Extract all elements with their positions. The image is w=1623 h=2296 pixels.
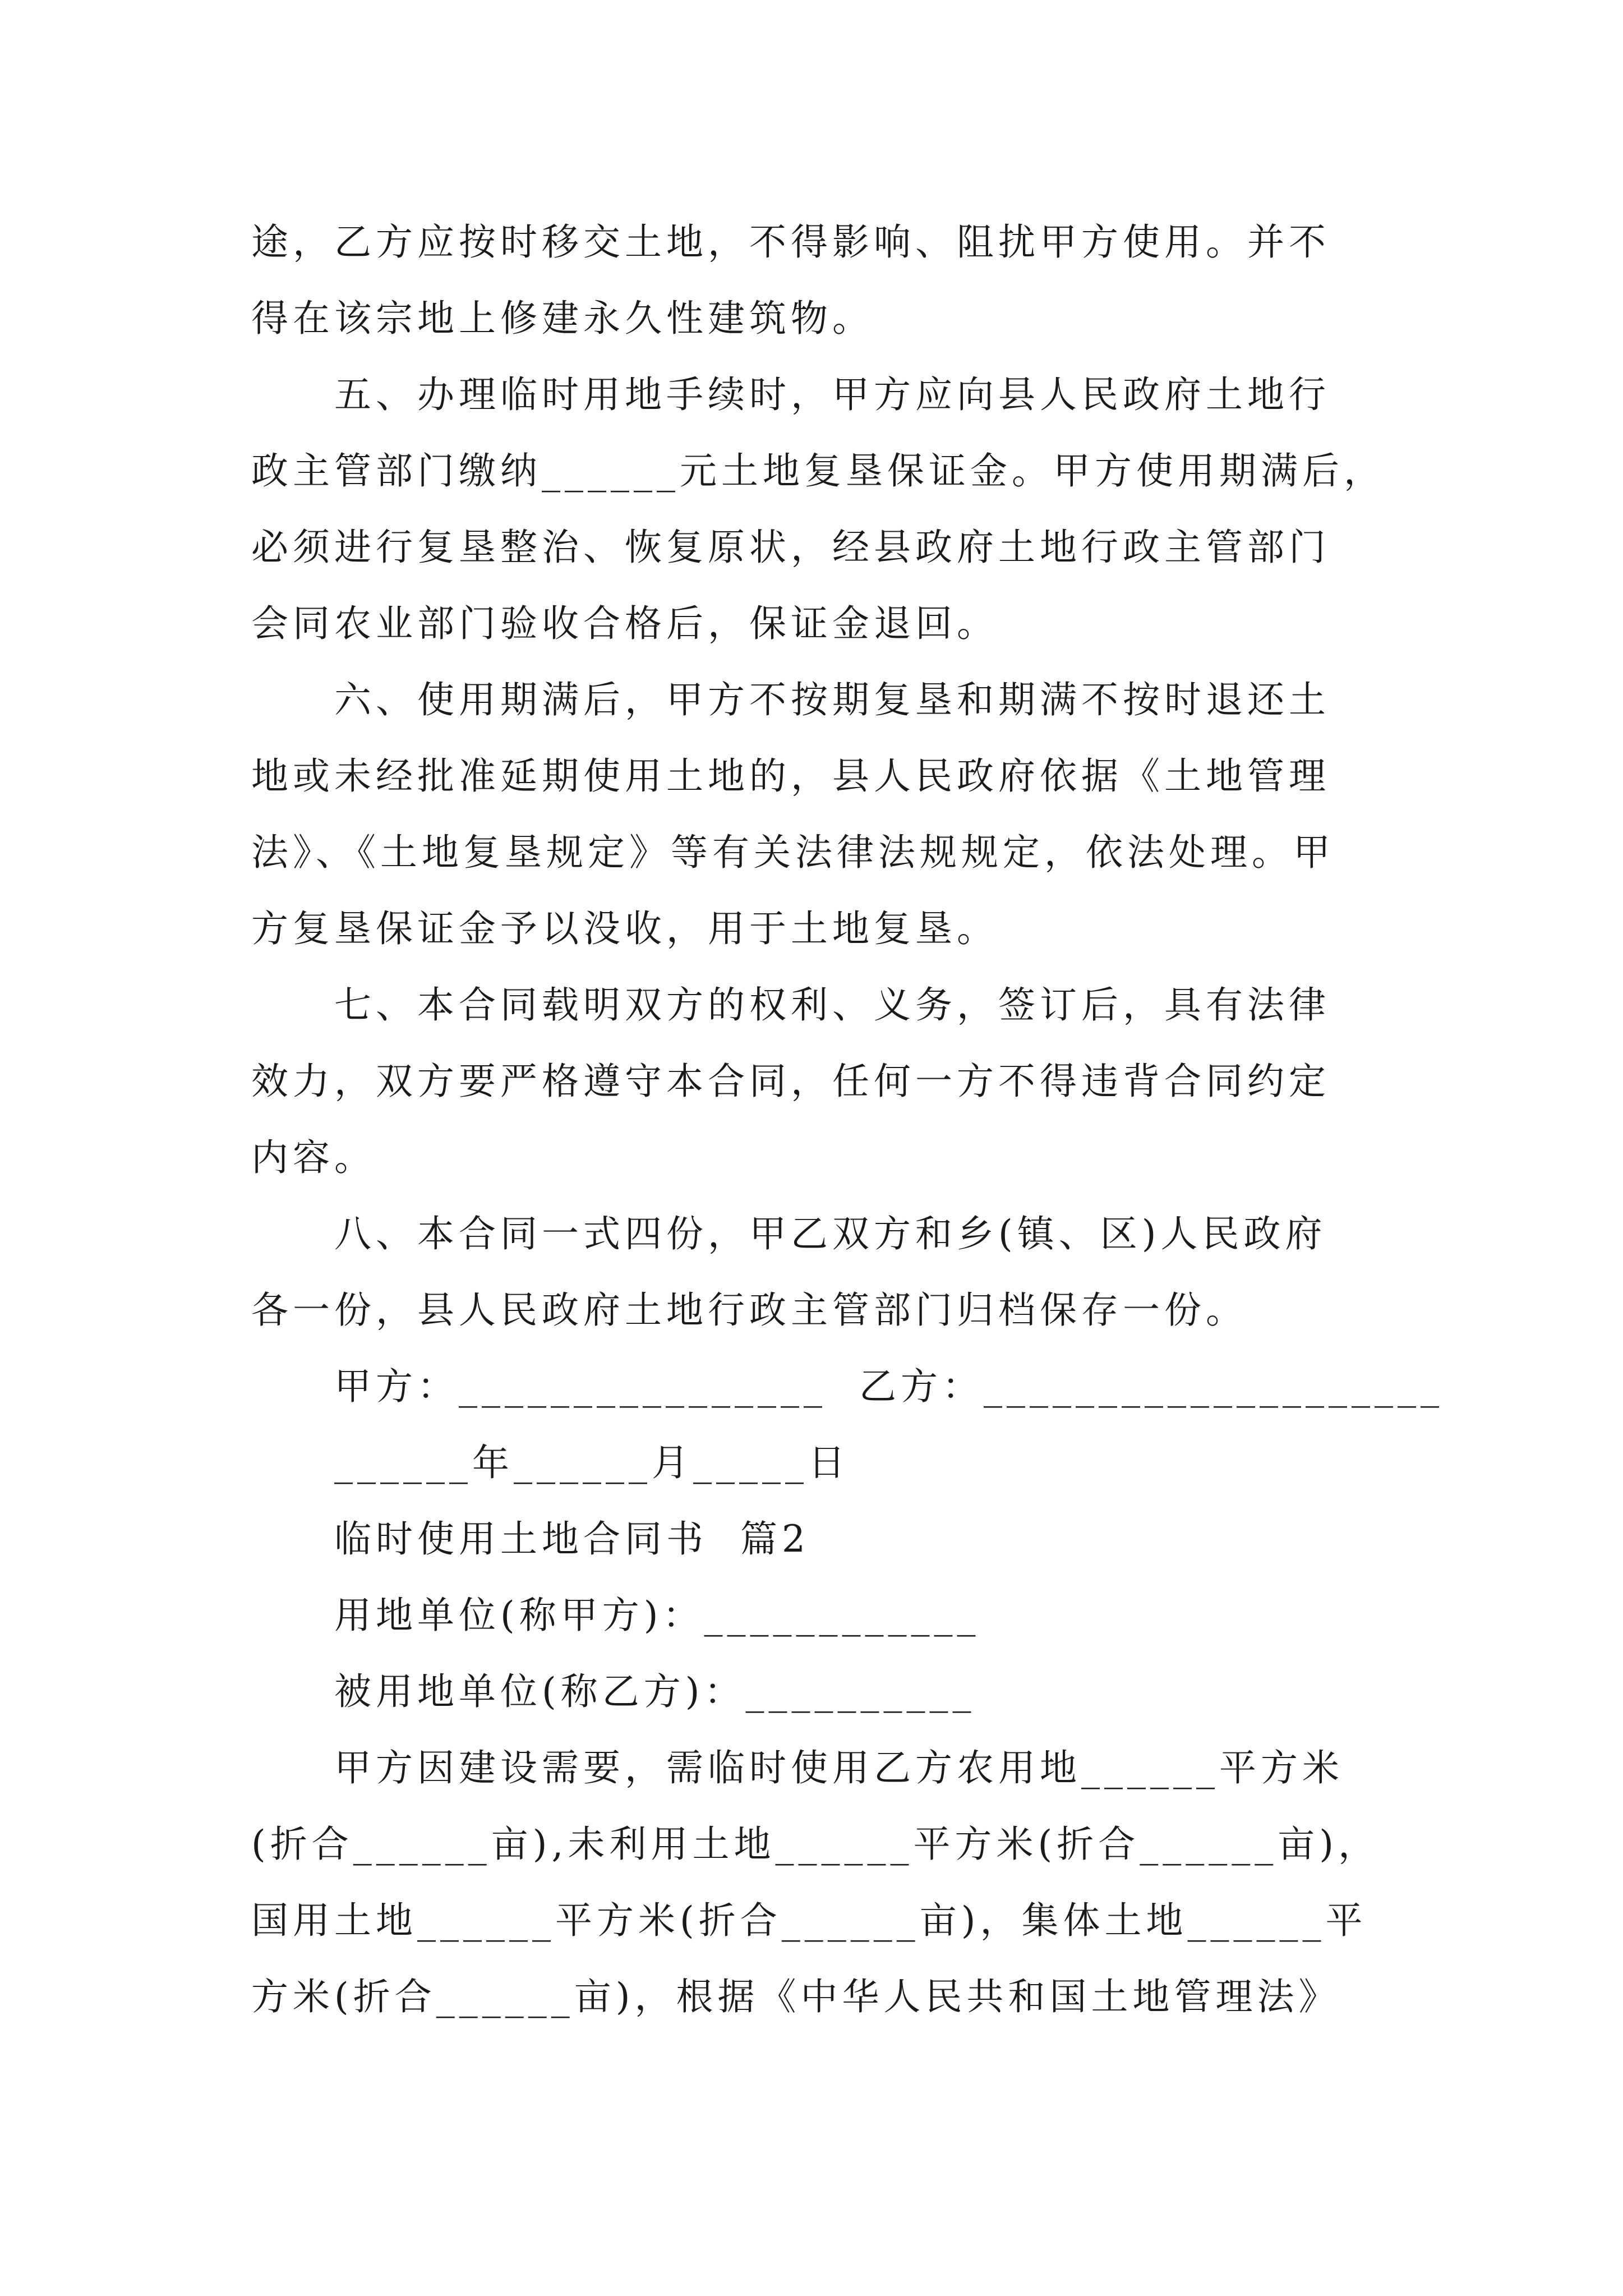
text-line: (折合______亩),未利用土地______平方米(折合______亩)， xyxy=(251,1823,1380,1866)
signature-line: 甲方：________________ 乙方：____________________ xyxy=(251,1365,1444,1408)
text-line: 八、本合同一式四份，甲乙双方和乡(镇、区)人民政府 xyxy=(251,1212,1327,1255)
text-line: 方米(折合______亩)，根据《中华人民共和国土地管理法》 xyxy=(251,1975,1340,2018)
text-line: 地或未经批准延期使用土地的，县人民政府依据《土地管理 xyxy=(251,754,1330,798)
text-line: 五、办理临时用地手续时，甲方应向县人民政府土地行 xyxy=(251,373,1330,416)
text-line: 得在该宗地上修建永久性建筑物。 xyxy=(251,297,874,340)
text-line: 必须进行复垦整治、恢复原状，经县政府土地行政主管部门 xyxy=(251,526,1330,569)
text-line: 法》、《土地复垦规定》等有关法律法规规定，依法处理。甲 xyxy=(251,831,1335,874)
text-line: 各一份，县人民政府土地行政主管部门归档保存一份。 xyxy=(251,1289,1247,1332)
section-title: 临时使用土地合同书 篇2 xyxy=(251,1517,810,1561)
text-line: 用地单位(称甲方)：____________ xyxy=(251,1594,980,1637)
text-line: 内容。 xyxy=(251,1136,376,1179)
text-line: 甲方因建设需要，需临时使用乙方农用地______平方米 xyxy=(251,1746,1344,1789)
text-line: 被用地单位(称乙方)：__________ xyxy=(251,1670,976,1713)
text-line: 政主管部门缴纳______元土地复垦保证金。甲方使用期满后， xyxy=(251,449,1385,493)
text-line: 效力，双方要严格遵守本合同，任何一方不得违背合同约定 xyxy=(251,1060,1330,1103)
text-line: 会同农业部门验收合格后，保证金退回。 xyxy=(251,602,998,645)
text-line: 国用土地______平方米(折合______亩)，集体土地______平 xyxy=(251,1899,1367,1942)
text-line: 六、使用期满后，甲方不按期复垦和期满不按时退还土 xyxy=(251,678,1330,721)
date-line: ______年______月_____日 xyxy=(251,1441,850,1484)
text-line: 方复垦保证金予以没收，用于土地复垦。 xyxy=(251,907,998,950)
text-line: 途，乙方应按时移交土地，不得影响、阻扰甲方使用。并不 xyxy=(251,220,1330,264)
text-line: 七、本合同载明双方的权利、义务，签订后，具有法律 xyxy=(251,983,1330,1027)
